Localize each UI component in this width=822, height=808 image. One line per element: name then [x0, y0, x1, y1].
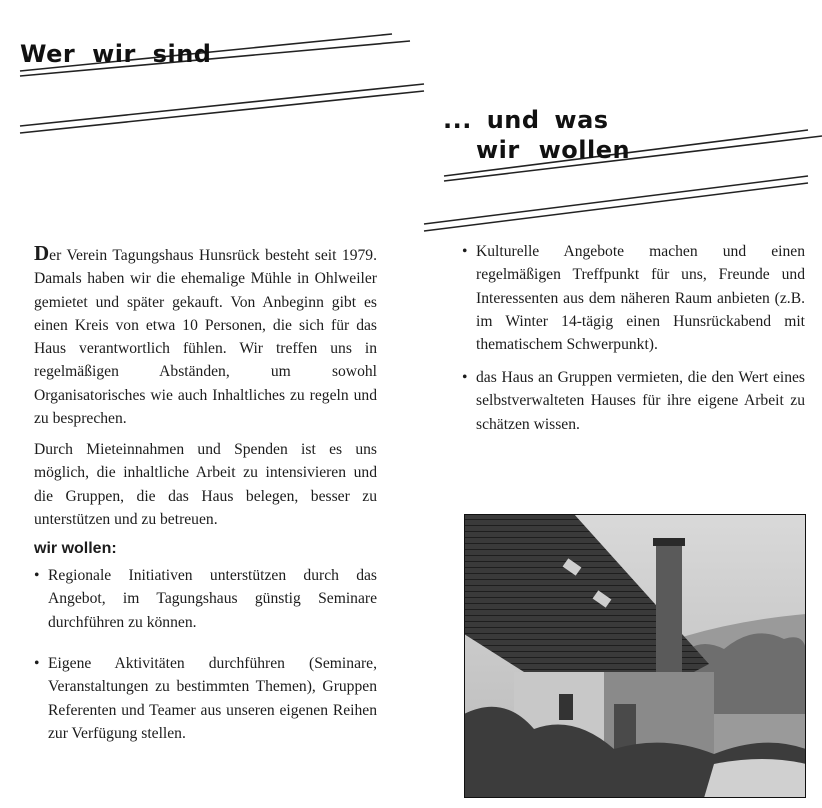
heading-wer-wir-sind: Wer wir sind — [20, 40, 212, 68]
list-item-text: das Haus an Gruppen vermieten, die den Wert eines selbstverwalteten Hauses für ihre eigene Arbeit zu schätzen wissen. — [476, 369, 805, 433]
bullet-icon: • — [462, 369, 468, 386]
subheading-wir-wollen: wir wollen: — [34, 540, 117, 557]
list-item — [34, 652, 377, 745]
bullet-icon: • — [34, 567, 40, 584]
intro-dropcap: D — [34, 241, 50, 265]
intro-text: er Verein Tagungshaus Hunsrück besteht seit 1979. Damals haben wir die ehemalige Mühle in Ohlweiler gemietet und später gekauft. Von Anbeginn gibt es einen Kreis von etwa 10 Personen, die sich für das Haus verantwortlich fühlen. Wir treffen uns in regelmäßigen Abständen, um sowohl Organisatorisches wie auch Inhaltliches zu regeln und zu besprechen. — [34, 247, 377, 428]
heading-wir-wollen: wir wollen — [476, 136, 631, 164]
rule-mid-left-upper — [20, 84, 424, 126]
funding-paragraph: Durch Mieteinnahmen und Spenden ist es uns möglich, die inhaltliche Arbeit zu intensivieren und die Gruppen, die das Haus belegen, besser zu unterstützen und zu betreuen. — [34, 441, 377, 528]
intro-paragraph — [34, 242, 377, 430]
rule-right-mid-upper — [424, 176, 808, 224]
list-item-text: Kulturelle Angebote machen und einen regelmäßigen Treffpunkt für uns, Freunde und Interessenten aus dem näheren Raum anbieten (z.B. im Winter 14-tägig einen Hunsrückabend mit thematischem Schwerpunkt). — [476, 243, 805, 354]
list-item-text: Eigene Aktivitäten durchführen (Seminare, Veranstaltungen zu bestimmten Themen), Gruppen Referenten und Teamer aus unseren eigenen Reihen zur Verfügung stellen. — [48, 655, 377, 742]
rule-mid-left-lower — [20, 91, 424, 133]
list-item-text: Regionale Initiativen unterstützen durch das Angebot, im Tagungshaus günstig Seminare durchführen zu können. — [48, 567, 377, 631]
list-item — [462, 366, 805, 436]
house-photo — [464, 514, 806, 798]
list-item — [462, 240, 805, 356]
list-item — [34, 564, 377, 634]
bullet-icon: • — [462, 243, 468, 260]
photo-chimney — [656, 542, 682, 672]
bullet-icon: • — [34, 655, 40, 672]
heading-und-was: ... und was — [443, 106, 609, 134]
rule-right-mid-lower — [424, 183, 808, 231]
photo-window — [559, 694, 573, 720]
